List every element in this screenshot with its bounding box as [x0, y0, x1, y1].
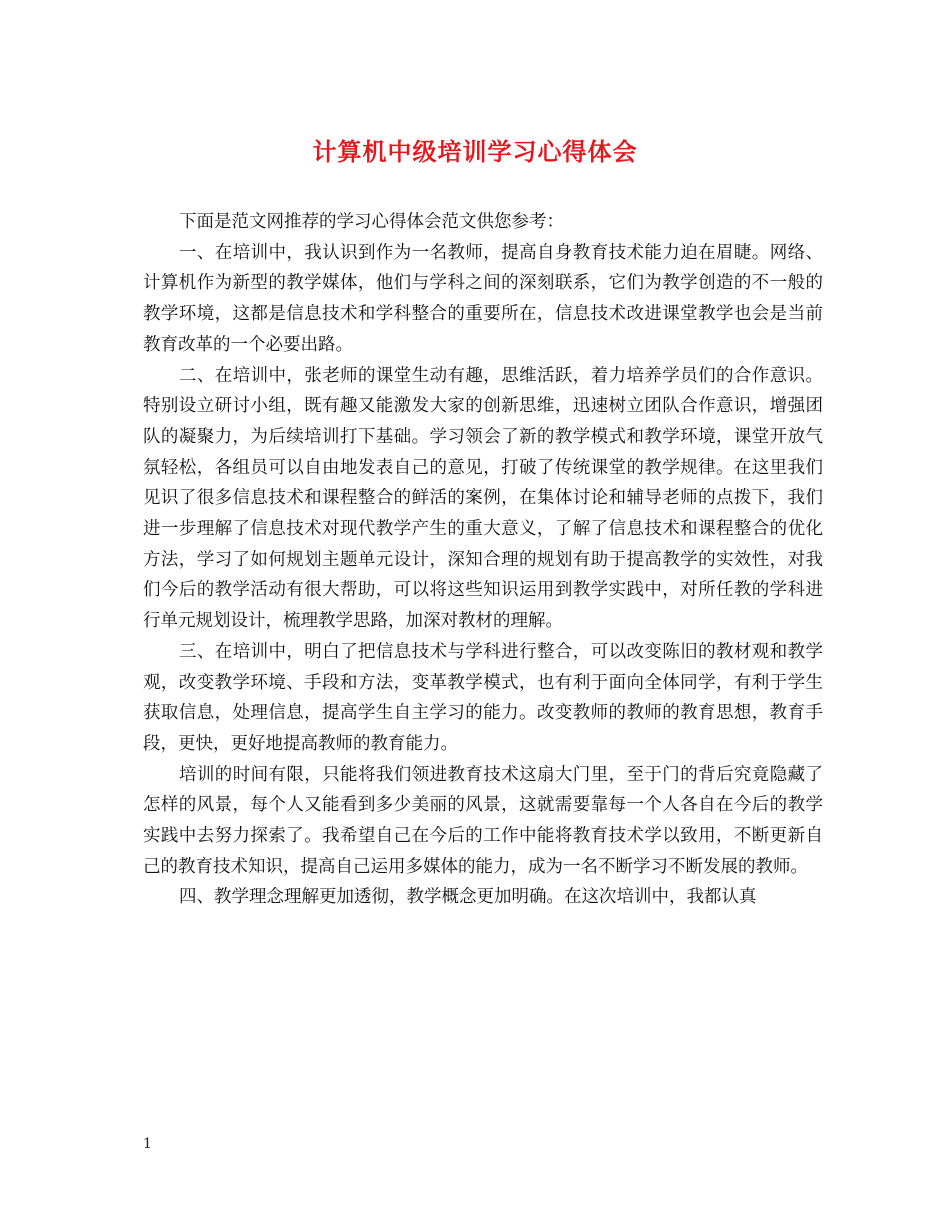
paragraph-training-time: 培训的时间有限，只能将我们领进教育技术这扇大门里，至于门的背后究竟隐藏了怎样的风景，每个人又能看到多少美丽的风景，这就需要靠每一个人各自在今后的教学实践中去努力探索了。我希望自己在今后的工作中能将教育技术学以致用，不断更新自己的教育技术知识，提高自己运用多媒体的能力，成为一名不断学习不断发展的教师。: [143, 764, 823, 877]
page-number: 1: [143, 1136, 152, 1152]
document-title: 计算机中级培训学习心得体会: [312, 137, 638, 166]
paragraph-four: 四、教学理念理解更加透彻，教学概念更加明确。在这次培训中，我都认真: [179, 887, 757, 908]
intro-paragraph: 下面是范文网推荐的学习心得体会范文供您参考：: [179, 212, 564, 232]
document-body: [143, 207, 823, 913]
paragraph-three: 三、在培训中，明白了把信息技术与学科进行整合，可以改变陈旧的教材观和教学观，改变教学环境、手段和方法，变革教学模式，也有利于面向全体同学，有利于学生获取信息，处理信息，提高学生自主学习的能力。改变教师的教师的教育思想，教育手段，更快，更好地提高教师的教育能力。: [143, 641, 823, 754]
paragraph-one: 一、在培训中，我认识到作为一名教师，提高自身教育技术能力迫在眉睫。网络、计算机作为新型的教学媒体，他们与学科之间的深刻联系，它们为教学创造的不一般的教学环境，这都是信息技术和学科整合的重要所在，信息技术改进课堂教学也会是当前教育改革的一个必要出路。: [143, 242, 823, 355]
paragraph-two: 二、在培训中，张老师的课堂生动有趣，思维活跃，着力培养学员们的合作意识。特别设立研讨小组，既有趣又能激发大家的创新思维，迅速树立团队合作意识，增强团队的凝聚力，为后续培训打下基础。学习领会了新的教学模式和教学环境，课堂开放气氛轻松，各组员可以自由地发表自己的意见，打破了传统课堂的教学规律。在这里我们见识了很多信息技术和课程整合的鲜活的案例，在集体讨论和辅导老师的点拨下，我们进一步理解了信息技术对现代教学产生的重大意义，了解了信息技术和课程整合的优化方法，学习了如何规划主题单元设计，深知合理的规划有助于提高教学的实效性，对我们今后的教学活动有很大帮助，可以将这些知识运用到教学实践中，对所任教的学科进行单元规划设计，梳理教学思路，加深对教材的理解。: [143, 365, 823, 632]
